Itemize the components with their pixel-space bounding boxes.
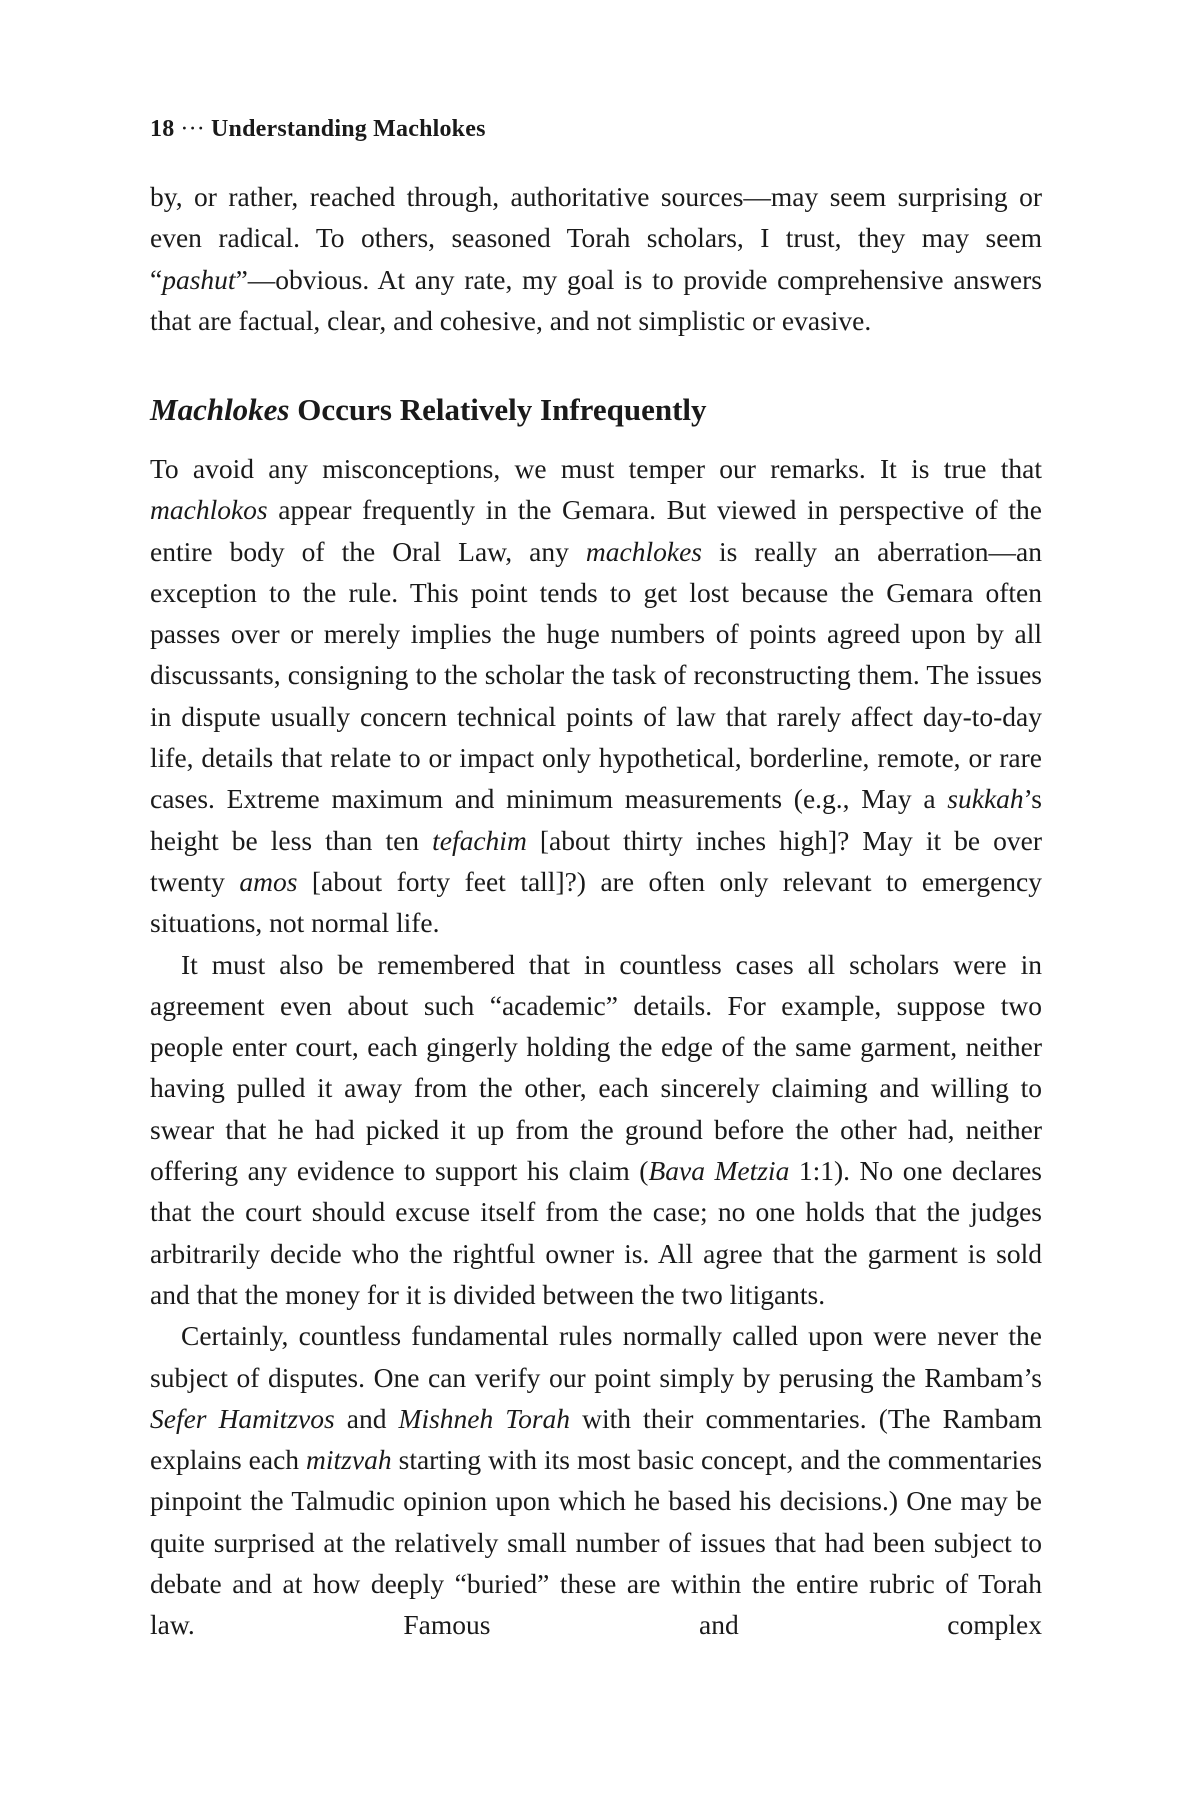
italic-term: machlokes <box>585 535 702 567</box>
header-separator: ··· <box>180 116 205 142</box>
text-run: is really an aberration—an exception to the rule. This point tends to get lost because the Gemara often passes over or merely implies the huge numbers of points agreed upon by all discussants, consigning to the scholar the task of reconstructing them. The issues in dispute usually concern technical points of law that rarely affect day-to-day life, details that relate to or impact only hypothetical, borderline, remote, or rare cases. Extreme maximum and minimum measurements (e.g., May a <box>150 535 1042 815</box>
running-header <box>150 116 486 143</box>
italic-term: sukkah <box>947 783 1024 815</box>
text-run: To avoid any misconceptions, we must temper our remarks. It is true that <box>150 453 1042 484</box>
heading-text: Occurs Relatively Infrequently <box>289 392 707 427</box>
book-page <box>150 0 1042 1800</box>
intro-block <box>150 176 1042 341</box>
text-run: 1:1). No one declares that the court should excuse itself from the case; no one holds that the judges arbitrarily decide who the rightful owner is. All agree that the garment is sold and that the money for it is divided between the two litigants. <box>150 1155 1043 1310</box>
section-heading <box>150 388 1042 432</box>
italic-term: pashut <box>162 263 236 295</box>
italic-term: machlokos <box>150 494 268 526</box>
section-heading-block <box>150 388 1042 432</box>
italic-term: Mishneh Torah <box>398 1402 571 1434</box>
text-run: [about thirty inches high]? May it be over twenty <box>150 824 1042 897</box>
paragraph-3 <box>150 1315 1042 1645</box>
running-title: Understanding Machlokes <box>210 116 486 142</box>
heading-italic: Machlokes <box>150 392 290 427</box>
text-run: ’s height be less than ten <box>150 783 1042 856</box>
text-run: ”—obvious. At any rate, my goal is to provide comprehensive answers that are factual, clear, and cohesive, and not simplistic or evasive. <box>150 263 1042 336</box>
text-run: It must also be remembered that in countless cases all scholars were in agreement even about such “academic” details. For example, suppose two people enter court, each gingerly holding the edge of the same garment, neither having pulled it away from the other, each sincerely claiming and willing to swear that he had picked it up from the ground before the other had, neither offering any evidence to support his claim ( <box>150 948 1042 1187</box>
text-run: by, or rather, reached through, authoritative sources—may seem surprising or even radical. To others, seasoned Torah scholars, I trust, they may seem “ <box>150 181 1042 295</box>
text-run: starting with its most basic concept, and the commentaries pinpoint the Talmudic opinion upon which he based his decisions.) One may be quite surprised at the relatively small number of issues that had been subject to debate and at how deeply “buried” these are within the entire rubric of Torah law. Famous and complex <box>150 1444 1042 1641</box>
intro-paragraph <box>150 176 1042 341</box>
italic-term: tefachim <box>432 824 527 856</box>
section-body <box>150 448 1042 1646</box>
page-number: 18 <box>150 116 175 142</box>
text-run: Certainly, countless fundamental rules normally called upon were never the subject of disputes. One can verify our point simply by perusing the Rambam’s <box>150 1320 1042 1393</box>
paragraph-2 <box>150 944 1042 1316</box>
italic-term: Sefer Hamitzvos <box>150 1402 335 1434</box>
italic-term: mitzvah <box>306 1444 392 1476</box>
paragraph-1 <box>150 448 1042 944</box>
text-run: [about forty feet tall]?) are often only relevant to emergency situations, not normal life. <box>150 865 1042 939</box>
text-run: and <box>334 1402 399 1434</box>
italic-term: Bava Metzia <box>648 1155 790 1187</box>
text-run: with their commentaries. (The Rambam explains each <box>150 1402 1042 1476</box>
text-run: appear frequently in the Gemara. But viewed in perspective of the entire body of the Oral Law, any <box>150 494 1042 567</box>
italic-term: amos <box>239 865 298 897</box>
